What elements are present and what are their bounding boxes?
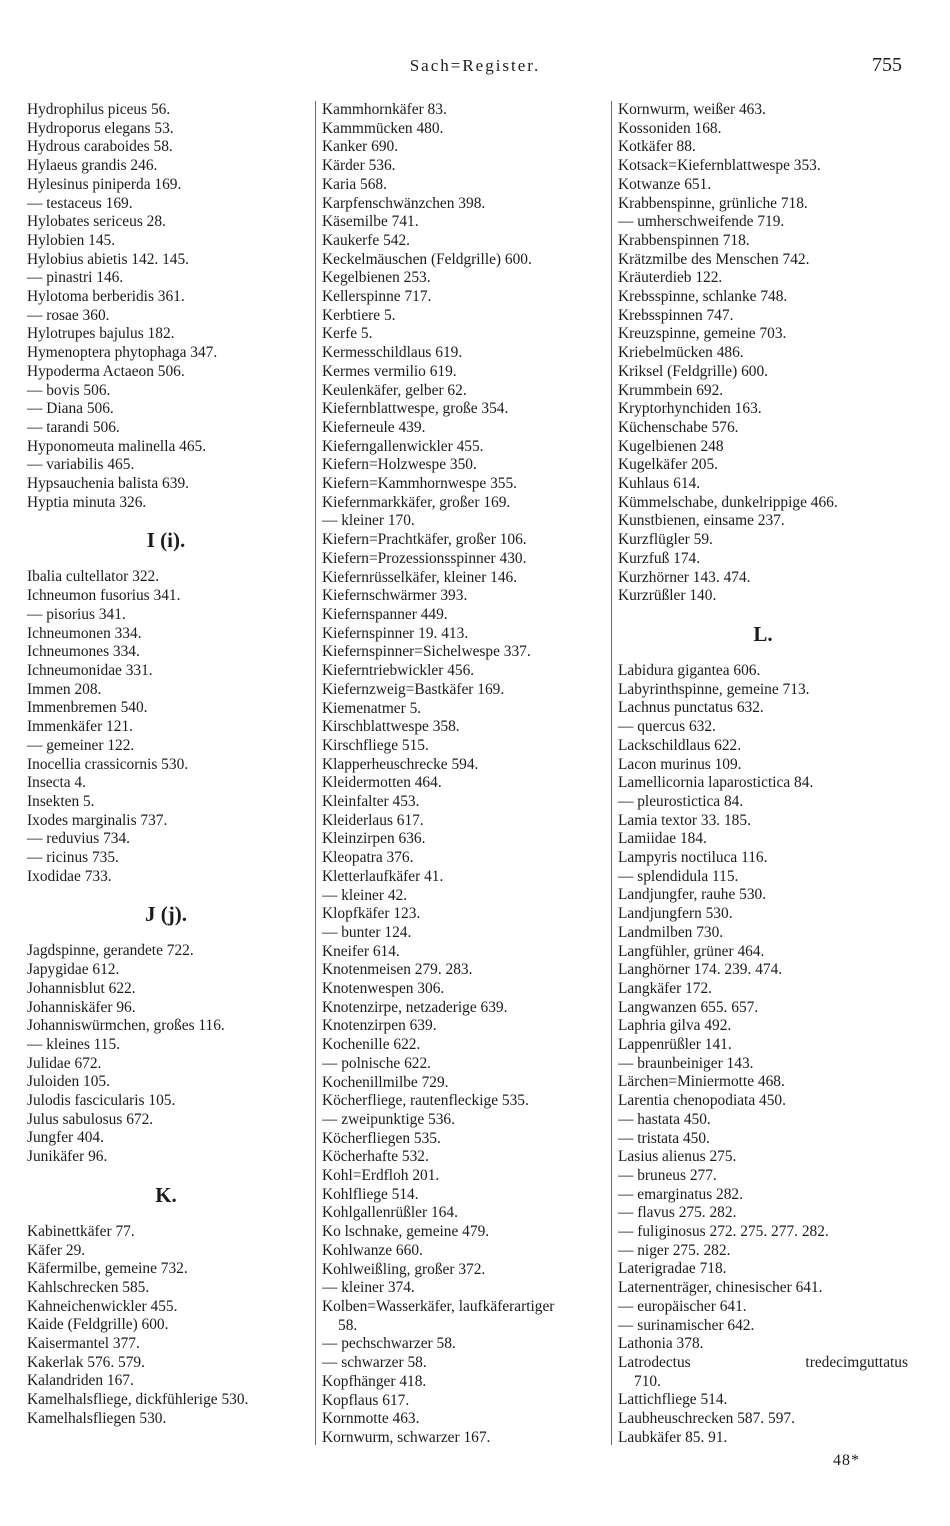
index-entry: Keulenkäfer, gelber 62. [322,381,467,399]
index-entry: — surinamischer 642. [618,1316,755,1334]
index-entry: Kiefern=Prozessionsspinner 430. [322,549,527,567]
index-entry: Kiefernspinner 19. 413. [322,624,469,642]
index-entry: Labidura gigantea 606. [618,661,761,679]
index-entry: Kermes vermilio 619. [322,362,457,380]
index-entry: Kleinzirpen 636. [322,830,426,848]
index-entry: Hymenoptera phytophaga 347. [27,344,218,362]
index-entry: — zweipunktige 536. [322,1110,455,1128]
index-entry: Kieferneule 439. [322,418,426,436]
index-entry: — kleiner 170. [322,512,415,530]
column-rule [315,101,316,1445]
index-entry: — testaceus 169. [27,194,133,212]
index-entry: Kegelbienen 253. [322,269,431,287]
index-entry: Junikäfer 96. [27,1148,108,1166]
index-entry: Lamia textor 33. 185. [618,811,751,829]
index-entry: Kiefernrüsselkäfer, kleiner 146. [322,568,518,586]
index-entry: Kärder 536. [322,157,396,175]
index-entry: Hylesinus piniperda 169. [27,175,182,193]
index-entry: Kurzflügler 59. [618,531,713,549]
index-entry-continuation: 58. [338,1316,358,1334]
index-entry: Kolben=Wasserkäfer, laufkäferartiger [322,1298,555,1315]
index-entry: Kiefern=Holzwespe 350. [322,456,477,474]
index-entry: — kleiner 374. [322,1279,415,1297]
index-entry: Hyponomeuta malinella 465. [27,437,207,455]
index-entry: Hydrophilus piceus 56. [27,101,171,118]
index-entry: Köcherfliegen 535. [322,1129,441,1147]
index-entry: — kleines 115. [27,1035,121,1053]
index-entry: Laternenträger, chinesischer 641. [618,1279,823,1297]
index-entry: Lamellicornia laparostictica 84. [618,774,814,792]
index-entry: Hylobien 145. [27,231,116,249]
index-entry: — Diana 506. [27,400,114,418]
index-entry: Japygidae 612. [27,961,120,979]
index-entry: Kaisermantel 377. [27,1335,140,1353]
index-entry: Kammhornkäfer 83. [322,101,447,118]
index-entry: Kammmücken 480. [322,119,444,137]
index-entry: Landmilben 730. [618,923,724,941]
index-entry: — bunter 124. [322,923,412,941]
index-entry: Hylobius abietis 142. 145. [27,250,190,268]
index-entry: — emarginatus 282. [618,1185,743,1203]
index-entry: Kochenille 622. [322,1036,421,1054]
index-entry: — pisorius 341. [27,605,126,623]
index-entry: Kieferntriebwickler 456. [322,662,475,680]
index-entry: Ichneumonidae 331. [27,661,153,679]
index-entry: — braunbeiniger 143. [618,1054,754,1072]
index-entry: — reduvius 734. [27,830,131,848]
index-entry: Kurzrüßler 140. [618,587,717,605]
index-entry: Kiefernspanner 449. [322,605,448,623]
index-entry: Kunstbienen, einsame 237. [618,512,785,530]
index-entry: Lachnus punctatus 632. [618,699,764,717]
index-entry: Kerbtiere 5. [322,306,396,324]
index-entry: Kalandriden 167. [27,1372,134,1390]
index-entry: — bruneus 277. [618,1166,717,1184]
index-entry: Kurzfuß 174. [618,549,701,567]
index-entry: — pinastri 146. [27,269,124,287]
section-heading: L. [753,621,773,646]
index-entry: Lathonia 378. [618,1335,704,1353]
index-entry: Käsemilbe 741. [322,213,419,231]
index-entry: Kermesschildlaus 619. [322,344,463,362]
index-entry: Langfühler, grüner 464. [618,942,765,960]
running-title: Sach=Register. [409,56,541,75]
index-entry: Kopflaus 617. [322,1391,410,1409]
index-entry: Kreuzspinne, gemeine 703. [618,325,787,343]
index-entry: — tristata 450. [618,1129,710,1147]
index-entry: Kiefernmarkkäfer, großer 169. [322,493,511,511]
index-entry: Labyrinthspinne, gemeine 713. [618,680,810,698]
index-entry: — schwarzer 58. [322,1354,427,1372]
index-entry: Ibalia cultellator 322. [27,568,160,586]
index-entry: Kohlgallenrüßler 164. [322,1204,458,1222]
index-entry: Kiefern=Kammhornwespe 355. [322,475,518,493]
index-entry: Langkäfer 172. [618,979,713,997]
index-entry: Kornmotte 463. [322,1410,420,1428]
index-entry: Kuhlaus 614. [618,475,701,493]
index-entry: Laphria gilva 492. [618,1017,732,1035]
index-entry: Klopfkäfer 123. [322,905,421,923]
section-heading: I (i). [146,528,186,553]
index-entry: Kleopatra 376. [322,849,414,867]
index-entry: Kieferngallenwickler 455. [322,437,484,455]
index-entry: Hylotrupes bajulus 182. [27,325,175,343]
index-entry: — pleurostictica 84. [618,792,744,810]
index-entry: Hydrous caraboides 58. [27,138,173,156]
index-entry: Käfer 29. [27,1241,86,1259]
index-entry: Kräuterdieb 122. [618,269,723,287]
index-entry: Johanniskäfer 96. [27,998,136,1016]
index-entry: — ricinus 735. [27,849,119,867]
index-entry: Kohlweißling, großer 372. [322,1260,486,1278]
index-entry: Langwanzen 655. 657. [618,998,759,1016]
index-entry: Köcherfliege, rautenfleckige 535. [322,1092,529,1110]
index-entry: Kohl=Erdfloh 201. [322,1167,440,1185]
index-entry: Julus sabulosus 672. [27,1110,154,1128]
index-entry: Lasius alienus 275. [618,1148,737,1166]
index-column-2 [322,101,602,1448]
index-entry: Kaukerfe 542. [322,231,411,249]
index-entry: Knotenzirpen 639. [322,1017,437,1035]
index-entry: Kohlwanze 660. [322,1241,423,1259]
index-entry: Küchenschabe 576. [618,418,739,436]
index-entry: — splendidula 115. [618,867,739,885]
index-entry: Lampyris noctiluca 116. [618,849,768,867]
index-entry: Larentia chenopodiata 450. [618,1092,786,1110]
index-entry: Johanniswürmchen, großes 116. [27,1017,225,1035]
index-entry: Kugelbienen 248 [618,437,724,455]
index-entry: Kamelhalsfliege, dickfühlerige 530. [27,1391,249,1409]
index-entry: Kryptorhynchiden 163. [618,400,762,418]
index-entry: Insekten 5. [27,792,95,810]
index-entry: Kneifer 614. [322,942,400,960]
index-entry: Krabbenspinnen 718. [618,231,750,249]
index-entry: — variabilis 465. [27,456,135,474]
index-entry: Kahlschrecken 585. [27,1278,150,1296]
index-entry: Kiefernspinner=Sichelwespe 337. [322,643,531,661]
index-entry: — flavus 275. 282. [618,1204,737,1222]
index-entry: Knotenwespen 306. [322,980,445,998]
index-entry: Kiefernblattwespe, große 354. [322,400,509,418]
index-entry: Ichneumon fusorius 341. [27,587,181,605]
index-entry: Kellerspinne 717. [322,288,432,306]
index-entry: Kiefernzweig=Bastkäfer 169. [322,680,505,698]
index-entry: Kerfe 5. [322,325,373,343]
index-entry: Kopfhänger 418. [322,1372,427,1390]
index-entry: Landjungfern 530. [618,905,733,923]
index-entry: — kleiner 42. [322,886,408,904]
section-heading: K. [155,1182,177,1207]
index-entry: Ko lschnake, gemeine 479. [322,1223,490,1241]
index-entry: Immenbremen 540. [27,699,148,717]
index-entry: Jagdspinne, gerandete 722. [27,942,194,960]
index-column-3 [618,101,908,1448]
index-entry: Kleinfalter 453. [322,793,420,811]
index-entry: Lärchen=Miniermotte 468. [618,1073,785,1091]
section-heading: J (j). [145,902,187,927]
index-entry: Kiefernschwärmer 393. [322,587,468,605]
index-entry: Kugelkäfer 205. [618,456,719,474]
index-entry: Hypoderma Actaeon 506. [27,362,185,380]
index-entry: Julidae 672. [27,1054,102,1072]
column-rule [611,101,612,1445]
index-entry: Ixodidae 733. [27,867,112,885]
index-entry: — gemeiner 122. [27,736,135,754]
index-entry: Lattichfliege 514. [618,1391,728,1409]
index-entry: Krebsspinnen 747. [618,306,734,324]
index-entry: Kanker 690. [322,138,399,156]
index-entry: — hastata 450. [618,1110,711,1128]
index-entry: Kriksel (Feldgrille) 600. [618,362,769,380]
index-entry: — rosae 360. [27,306,110,324]
index-entry: Hypsauchenia balista 639. [27,475,189,493]
index-entry: Kamelhalsfliegen 530. [27,1409,167,1427]
index-entry: Karpfenschwänzchen 398. [322,194,486,212]
page-number: 755 [872,54,902,76]
index-entry: — quercus 632. [618,718,716,736]
index-entry: — pechschwarzer 58. [322,1335,456,1353]
index-entry: Johannisblut 622. [27,979,136,997]
index-entry: Laterigradae 718. [618,1260,727,1278]
index-entry: Lappenrüßler 141. [618,1036,732,1054]
index-entry: — polnische 622. [322,1054,432,1072]
index-entry: — niger 275. 282. [618,1241,731,1259]
index-entry: Kiemenatmer 5. [322,699,422,717]
index-entry: Immenkäfer 121. [27,718,133,736]
index-entry: Kakerlak 576. 579. [27,1353,145,1371]
index-entry: Kaide (Feldgrille) 600. [27,1316,169,1334]
printer-signature: 48* [833,1452,860,1469]
index-entry: Krabbenspinne, grünliche 718. [618,194,808,212]
index-entry: Lamiidae 184. [618,830,707,848]
index-entry: Hydroporus elegans 53. [27,119,174,137]
index-entry: Kohlfliege 514. [322,1185,419,1203]
index-entry: Krätzmilbe des Menschen 742. [618,250,810,268]
index-entry: Kurzhörner 143. 474. [618,568,751,586]
index-entry: Kornwurm, schwarzer 167. [322,1428,491,1446]
index-entry: — bovis 506. [27,381,111,399]
index-entry: Krummbein 692. [618,381,724,399]
index-entry: Kotwanze 651. [618,175,712,193]
index-entry: Keckelmäuschen (Feldgrille) 600. [322,250,532,268]
index-entry: Ichneumonen 334. [27,624,142,642]
index-entry: Hylotoma berberidis 361. [27,288,185,306]
index-entry: Kossoniden 168. [618,119,722,137]
index-entry: Ixodes marginalis 737. [27,811,168,829]
index-entry: Laubkäfer 85. 91. [618,1428,728,1446]
index-entry: Jungfer 404. [27,1129,104,1147]
index-entry: Kotsack=Kiefernblattwespe 353. [618,157,821,175]
index-entry: Hyptia minuta 326. [27,493,147,511]
index-entry: Latrodectus tredecimguttatus [618,1354,908,1371]
index-entry: Knotenmeisen 279. 283. [322,961,473,979]
index-entry: Kahneichenwickler 455. [27,1297,178,1315]
index-entry: Inocellia crassicornis 530. [27,755,189,773]
index-entry: Julodis fascicularis 105. [27,1092,176,1110]
index-entry: Kiefern=Prachtkäfer, großer 106. [322,531,527,549]
index-entry: Kotkäfer 88. [618,138,696,156]
page-header [0,54,950,80]
index-entry: Laubheuschrecken 587. 597. [618,1410,795,1428]
index-entry: — umherschweifende 719. [618,213,785,231]
index-entry: Lacon murinus 109. [618,755,742,773]
index-entry: Juloiden 105. [27,1073,110,1091]
index-entry: — europäischer 641. [618,1297,747,1315]
index-column-1 [27,101,305,1429]
index-entry: Knotenzirpe, netzaderige 639. [322,998,508,1016]
index-entry: Köcherhafte 532. [322,1148,429,1166]
index-entry: Langhörner 174. 239. 474. [618,961,783,979]
index-entry: Lackschildlaus 622. [618,736,742,754]
index-entry: — fuliginosus 272. 275. 277. 282. [618,1223,829,1241]
index-entry: Insecta 4. [27,774,86,792]
index-entry-continuation: 710. [634,1372,661,1390]
index-entry: Immen 208. [27,680,102,698]
index-entry: Kornwurm, weißer 463. [618,101,766,118]
index-entry: Krebsspinne, schlanke 748. [618,288,788,306]
index-entry: Ichneumones 334. [27,643,140,661]
index-entry: Kümmelschabe, dunkelrippige 466. [618,493,838,511]
index-entry: Kriebelmücken 486. [618,344,744,362]
index-entry: Landjungfer, rauhe 530. [618,886,767,904]
index-entry: Karia 568. [322,175,387,193]
index-entry: Kleidermotten 464. [322,774,442,792]
index-entry: — tarandi 506. [27,418,120,436]
index-entry: Hylaeus grandis 246. [27,157,158,175]
index-entry: Kabinettkäfer 77. [27,1222,135,1240]
index-entry: Hylobates sericeus 28. [27,213,166,231]
index-entry: Käfermilbe, gemeine 732. [27,1260,188,1278]
index-entry: Kirschblattwespe 358. [322,718,460,736]
index-entry: Kirschfliege 515. [322,736,429,754]
index-entry: Kochenillmilbe 729. [322,1073,449,1091]
index-entry: Kletterlaufkäfer 41. [322,867,444,885]
index-entry: Kleiderlaus 617. [322,811,424,829]
index-entry: Klapperheuschrecke 594. [322,755,479,773]
